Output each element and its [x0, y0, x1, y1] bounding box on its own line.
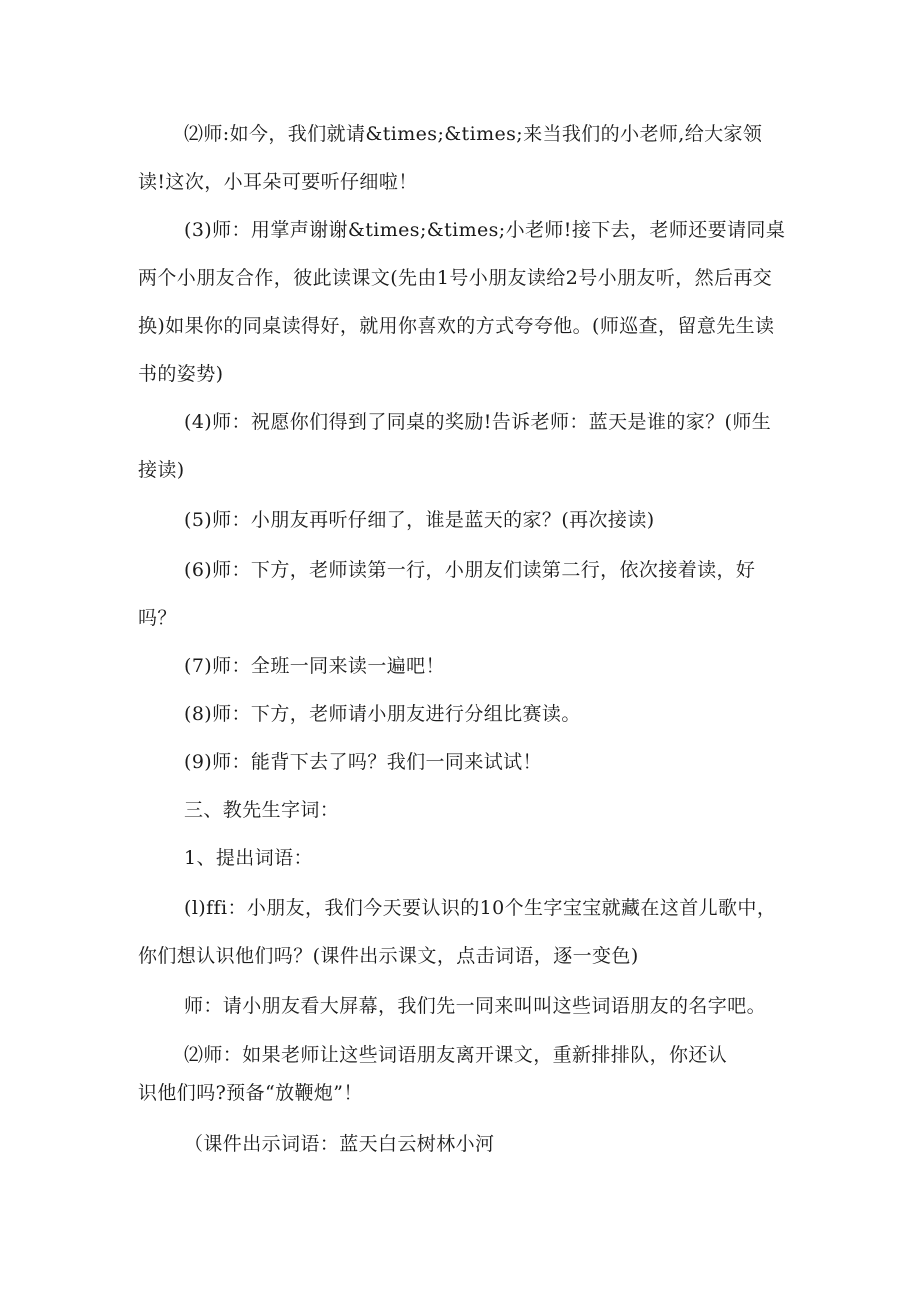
paragraph-8: (8)师：下方，老师请小朋友进行分组比赛读。: [184, 703, 581, 725]
paragraph-words: ⑵师：如果老师让这些词语朋友离开课文，重新排排队，你还认识他们吗?预备“放鞭炮”！: [138, 1044, 728, 1104]
subsection-heading: 1、提出词语：: [184, 847, 313, 869]
paragraph-3: (3)师：用掌声谢谢&times;&times;小老师!接下去，老师还要请同桌两个小朋友合作，彼此读课文(先由1号小朋友读给2号小朋友听，然后再交换)如果你的同桌读得好，就用你喜欢的方式夸夸他。(师巡查，留意先生读书的姿势): [138, 219, 786, 385]
paragraph-6: (6)师：下方，老师读第一行，小朋友们读第二行，依次接着读，好吗？: [138, 559, 756, 629]
paragraph-l: (l)ffi：小朋友，我们今天要认识的10个生字宝宝就藏在这首儿歌中，你们想认识他们吗？(课件出示课文，点击词语，逐一变色): [138, 897, 777, 967]
section-heading: 三、教先生字词：: [184, 799, 340, 821]
paragraph-teacher: 师：请小朋友看大屏幕，我们先一同来叫叫这些词语朋友的名字吧。: [184, 995, 767, 1017]
paragraph-courseware: （课件出示词语：蓝天白云树林小河: [184, 1133, 495, 1155]
paragraph-9: (9)师：能背下去了吗？我们一同来试试！: [184, 751, 542, 773]
paragraph-7: (7)师：全班一同来读一遍吧！: [184, 655, 445, 677]
paragraph-4: (4)师：祝愿你们得到了同桌的奖励!告诉老师：蓝天是谁的家？(师生接读): [138, 411, 772, 481]
paragraph-2: ⑵师:如今，我们就请&times;&times;来当我们的小老师,给大家领读!这次，小耳朵可要听仔细啦！: [138, 123, 763, 193]
paragraph-5: (5)师：小朋友再听仔细了，谁是蓝天的家？(再次接读): [184, 509, 655, 531]
